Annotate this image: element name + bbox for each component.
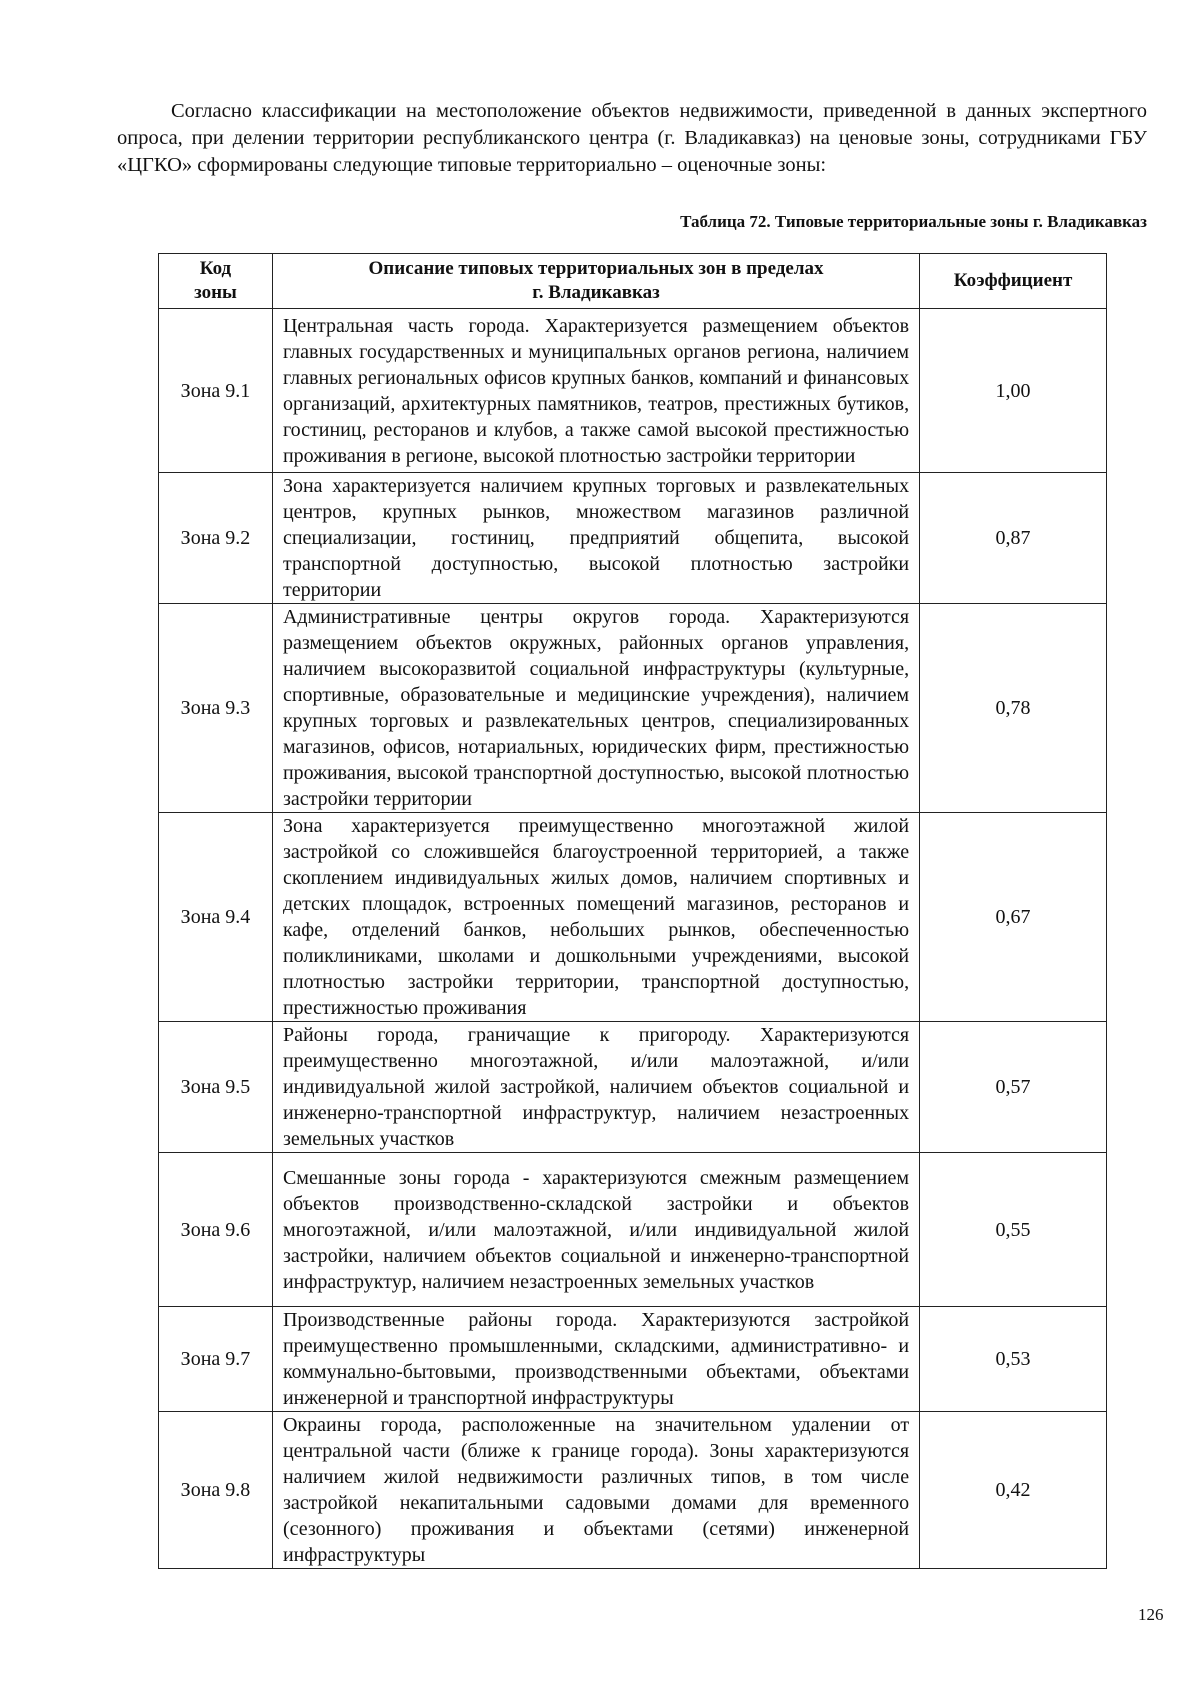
zone-coefficient-cell: 0,53 <box>920 1307 1107 1412</box>
table-row <box>159 1307 1107 1412</box>
table-row <box>159 1412 1107 1569</box>
zone-code-cell: Зона 9.8 <box>159 1412 273 1569</box>
zone-coefficient-cell: 0,42 <box>920 1412 1107 1569</box>
zone-description-cell: Районы города, граничащие к пригороду. Характеризуются преимущественно многоэтажной, и/или малоэтажной, и/или индивидуальной жилой застройкой, наличием объектов социальной и инженерно-транспортной инфраструктур, наличием незастроенных земельных участков <box>272 1022 919 1153</box>
zones-table <box>158 253 1107 1569</box>
table-header-row <box>159 254 1107 309</box>
zone-coefficient-cell: 0,67 <box>920 813 1107 1022</box>
zone-description-cell: Зона характеризуется наличием крупных торговых и развлекательных центров, крупных рынков, множеством магазинов различной специализации, гостиниц, предприятий общепита, высокой транспортной доступностью, высокой плотностью застройки территории <box>272 473 919 604</box>
header-coefficient: Коэффициент <box>920 254 1107 309</box>
header-description <box>272 254 919 309</box>
zone-coefficient-cell: 0,87 <box>920 473 1107 604</box>
table-row <box>159 813 1107 1022</box>
header-zone-code <box>159 254 273 309</box>
zone-description-cell: Административные центры округов города. Характеризуются размещением объектов окружных, районных органов управления, наличием высокоразвитой социальной инфраструктуры (культурные, спортивные, образовательные и медицинские учреждения), наличием крупных торговых и развлекательных центров, специализированных магазинов, офисов, нотариальных, юридических фирм, престижностью проживания, высокой транспортной доступностью, высокой плотностью застройки территории <box>272 604 919 813</box>
header-description-line1: Описание типовых территориальных зон в пределах <box>368 258 824 279</box>
zone-coefficient-cell: 0,55 <box>920 1153 1107 1307</box>
zone-description-cell: Производственные районы города. Характеризуются застройкой преимущественно промышленными, складскими, административно- и коммунально-бытовыми, производственными объектами, объектами инженерной и транспортной инфраструктуры <box>272 1307 919 1412</box>
page-number: 126 <box>1138 1605 1164 1624</box>
zone-code-cell: Зона 9.5 <box>159 1022 273 1153</box>
table-row <box>159 1153 1107 1307</box>
zone-code-cell: Зона 9.3 <box>159 604 273 813</box>
zone-description-cell: Зона характеризуется преимущественно многоэтажной жилой застройкой со сложившейся благоустроенной территорией, а также скоплением индивидуальных жилых домов, наличием спортивных и детских площадок, встроенных помещений магазинов, ресторанов и кафе, отделений банков, небольших рынков, обеспеченностью поликлиниками, школами и дошкольными учреждениями, высокой плотностью застройки территории, транспортной доступностью, престижностью проживания <box>272 813 919 1022</box>
zone-code-cell: Зона 9.4 <box>159 813 273 1022</box>
header-description-line2: г. Владикавказ <box>532 282 660 303</box>
table-caption: Таблица 72. Типовые территориальные зоны г. Владикавказ <box>680 212 1147 231</box>
table-row <box>159 1022 1107 1153</box>
header-zone-code-line1: Код <box>199 258 232 279</box>
header-zone-code-line2: зоны <box>194 282 237 303</box>
table-row <box>159 473 1107 604</box>
zone-description-cell: Окраины города, расположенные на значительном удалении от центральной части (ближе к границе города). Зоны характеризуются наличием жилой недвижимости различных типов, в том числе застройкой некапитальными садовыми домами для временного (сезонного) проживания и объектами (сетями) инженерной инфраструктуры <box>272 1412 919 1569</box>
zone-description-cell: Смешанные зоны города - характеризуются смежным размещением объектов производственно-складской застройки и объектов многоэтажной, и/или малоэтажной, и/или индивидуальной жилой застройки, наличием объектов социальной и инженерно-транспортной инфраструктур, наличием незастроенных земельных участков <box>272 1153 919 1307</box>
zone-description-cell: Центральная часть города. Характеризуется размещением объектов главных государственных и муниципальных органов региона, наличием главных региональных офисов крупных банков, компаний и финансовых организаций, архитектурных памятников, театров, престижных бутиков, гостиниц, ресторанов и клубов, а также самой высокой престижностью проживания в регионе, высокой плотностью застройки территории <box>272 309 919 473</box>
table-row <box>159 604 1107 813</box>
zone-coefficient-cell: 0,57 <box>920 1022 1107 1153</box>
table-row <box>159 309 1107 473</box>
zone-code-cell: Зона 9.2 <box>159 473 273 604</box>
zone-code-cell: Зона 9.7 <box>159 1307 273 1412</box>
intro-paragraph: Согласно классификации на местоположение объектов недвижимости, приведенной в данных экспертного опроса, при делении территории республиканского центра (г. Владикавказ) на ценовые зоны, сотрудниками ГБУ «ЦГКО» сформированы следующие типовые территориально – оценочные зоны: <box>117 100 1147 176</box>
zone-coefficient-cell: 0,78 <box>920 604 1107 813</box>
zone-coefficient-cell: 1,00 <box>920 309 1107 473</box>
zone-code-cell: Зона 9.6 <box>159 1153 273 1307</box>
zone-code-cell: Зона 9.1 <box>159 309 273 473</box>
